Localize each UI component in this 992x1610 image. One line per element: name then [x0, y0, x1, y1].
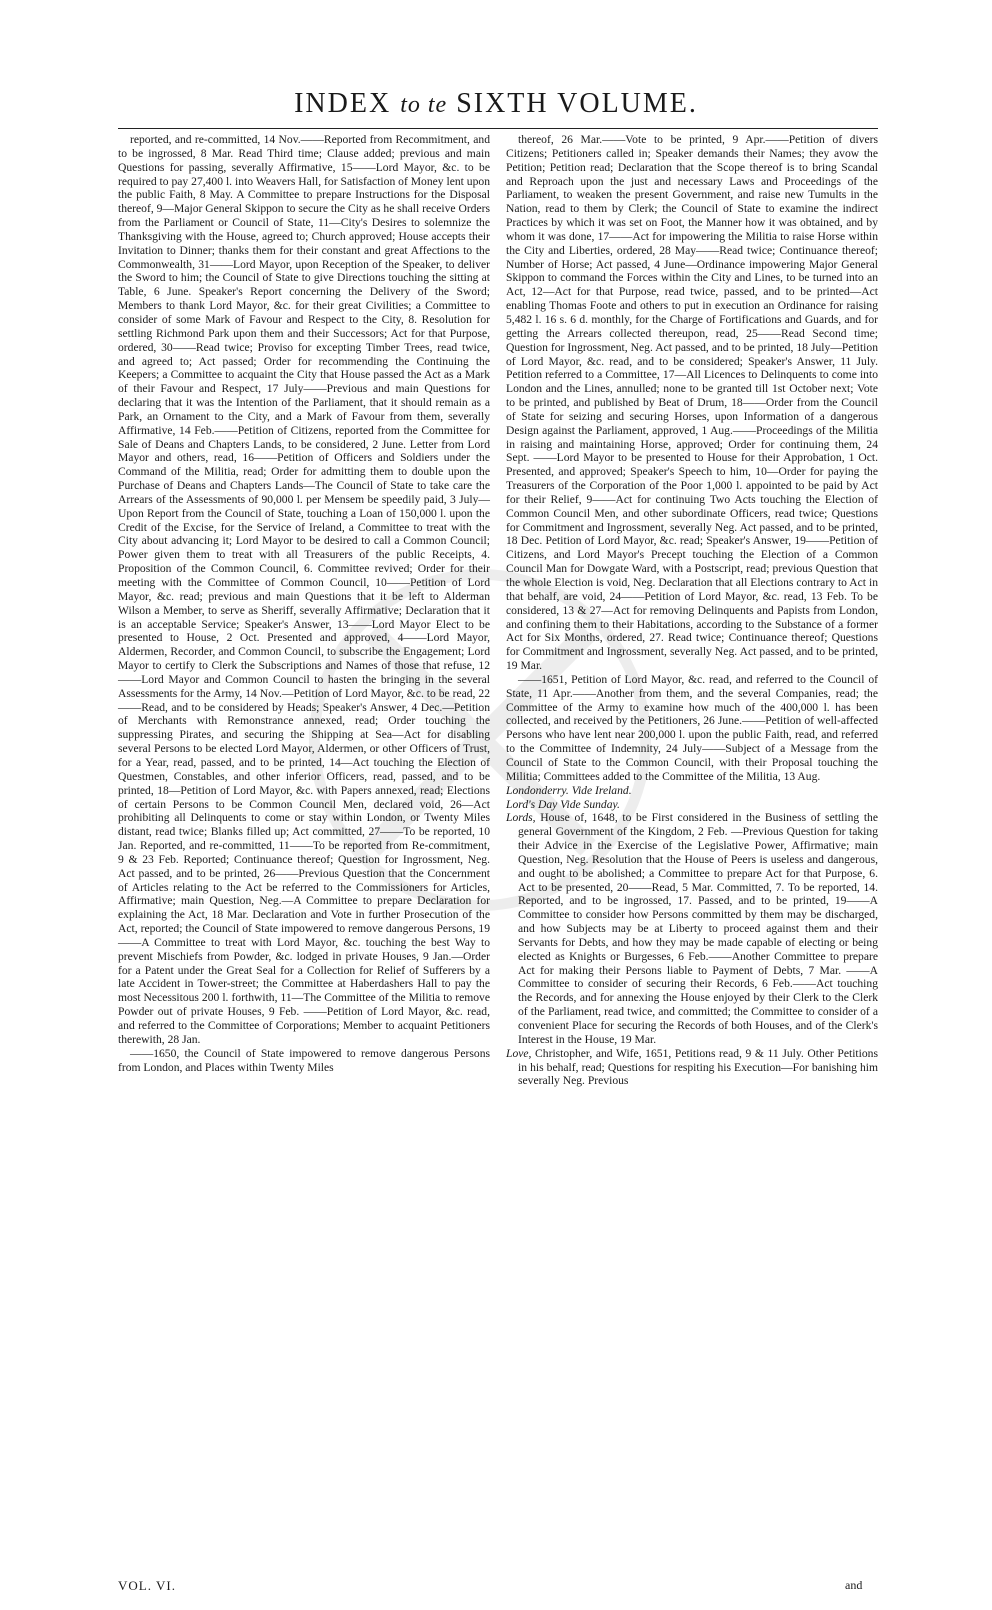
left-column: [118, 133, 490, 1074]
index-entry-london-1650: ——1650, the Council of State impowered to remove dangerous Persons from London, and Places within Twenty Miles: [118, 1046, 490, 1074]
entry-text: House of, 1648, to be First considered in the Business of settling the general Government of the Kingdom, 2 Feb. —Previous Question for taking their Advice in the Exercise of the Legislative Power, Affirmative; main Question, Neg. Resolution that the House of Peers is useless and dangerous, and ought to be abolished; a Committee to prepare Act for that Purpose, 6. Act to be presented, 20——Read, 5 Mar. Committed, 7. To be reported, 14. Reported, and to be ingrossed, 17. Passed, and to be printed, 19——A Committee to consider how Persons committed by them may be discharged, and how Subjects may be at Liberty to proceed against them and their Servants for Debts, and how they may be made capable of electing or being elected as Knights or Burgesses, 6 Feb.——Another Committee to prepare Act for making their Persons liable to Payment of Debts, 7 Mar. ——A Committee to consider of securing their Records, 6 Feb.——Act touching the Records, and for annexing the House enjoyed by their Clerk to the Clerk of the Parliament, read twice, and committed; the Committee to consider of a convenient Place for securing the Records of both Houses, and of the Clerk's Interest in the House, 19 Mar.: [518, 811, 879, 1046]
entry-head: Lords,: [506, 811, 536, 825]
cross-reference: Vide Sunday.: [560, 797, 620, 811]
index-entry-london-continued-right: thereof, 26 Mar.——Vote to be printed, 9 Apr.——Petition of divers Citizens; Petitioners called in; Speaker demands their Names; they avow the Petition; Petition read; Declaration that the Scope thereof is to bring Scandal and Reproach upon the just and necessary Laws and Proceedings of the Parliament, to weaken the present Government, and raise new Tumults in the Nation, read to them by Clerk; the Council of State to examine the indirect Practices by which it was set on Foot, the Manner how it was obtained, and by whom it was done, 17——Act for impowering the Militia to raise Horse within the City and Liberties, ordered, 28 May——Read twice; Continuance thereof; Number of Horse; Act passed, 4 June—Ordinance impowering Major General Skippon to command the Forces within the City and Lines, to be turned into an Act, 12—Act for that Purpose, read twice, passed, and to be printed—Act enabling Thomas Foote and others to put in execution an Ordinance for raising 5,482 l. 16 s. 6 d. monthly, for the Charge of Fortifications and Guards, and for getting the Arrears collected thereupon, read, 25——Read Second time; Question for Ingrossment, Neg. Act passed, and to be printed, 18 July—Petition of Lord Mayor, &c. read, and to be considered; Speaker's Answer, 11 July. Petition referred to a Committee, 17—All Licences to Delinquents to come into London and the Lines, annulled; none to be granted till 1st October next; Vote to be printed, and published by Beat of Drum, 18——Order from the Council of State for seizing and securing Horses, upon Information of a dangerous Design against the Parliament, approved, 1 Aug.——Proceedings of the Militia in raising and maintaining Horse, approved; Order for continuing them, 24 Sept. ——Lord Mayor to be presented to House for their Approbation, 1 Oct. Presented, and approved; Speaker's Speech to him, 10—Order for paying the Treasurers of the Corporation of the Poor 1,000 l. appointed to be paid by Act for their Relief, 9——Act for continuing Two Acts touching the Election of Common Council Men, and other subordinate Officers, read twice; Questions for Commitment and Ingrossment, severally Neg. Act passed, and to be printed, 18 Dec. Petition of Lord Mayor, &c. read; Speaker's Answer, 19——Petition of Citizens, and Lord Mayor's Precept touching the Election of a Common Council Man for Dowgate Ward, with a Postscript, read; previous Question that the whole Election is void, Neg. Declaration that all Elections contrary to Act in that behalf, are void, 24——Petition of Lord Mayor, &c. read, 13 Feb. To be considered, 13 & 27—Act for removing Delinquents and Papists from London, and confining them to their Habitations, according to the Substance of a former Act for Six Months, ordered, 27. Read twice; Continuance thereof; Questions for Commitment and Ingrossment, severally Neg. Act passed, and to be printed, 19 Mar.: [506, 133, 878, 673]
header-title-connector: to te: [400, 92, 448, 118]
index-entry-lords-day: [506, 798, 878, 812]
index-entry-love: [506, 1047, 878, 1089]
page-header: [0, 88, 992, 120]
index-entry-londonderry: [506, 784, 878, 798]
entry-head: Lord's Day: [506, 797, 558, 811]
entry-head: Love,: [506, 1046, 532, 1060]
header-title-volume: SIXTH VOLUME.: [456, 88, 698, 119]
entry-text: Christopher, and Wife, 1651, Petitions read, 9 & 11 July. Other Petitions in his behalf, read; Questions for respiting his Execution—For banishing him severally Neg. Previous: [518, 1046, 878, 1088]
volume-signature: VOL. VI.: [118, 1578, 176, 1593]
right-column: [506, 133, 878, 1088]
index-entry-london-1651: ——1651, Petition of Lord Mayor, &c. read, and referred to the Council of State, 11 Apr.——Another from them, and the several Companies, read; the Committee of the Army to examine how much of the 400,000 l. has been collected, and received by the Petitioners, 26 June.——Petition of well-affected Persons who have lent near 200,000 l. upon the public Faith, read, and referred to the Committee of Indemnity, 24 July——Subject of a Message from the Council of State to the Common Council, with their Proposal touching the Militia; Committees added to the Committee of the Militia, 13 Aug.: [506, 672, 878, 783]
entry-head: Londonderry.: [506, 783, 569, 797]
header-rule: [118, 128, 878, 129]
cross-reference: Vide Ireland.: [571, 783, 632, 797]
index-entry-lords: [506, 811, 878, 1046]
header-title-main: INDEX: [294, 88, 392, 119]
index-entry-london-continued: reported, and re-committed, 14 Nov.——Reported from Recommitment, and to be ingrossed, 8 Mar. Read Third time; Clause added; previous and main Questions for passing, severally Affirmative, 15——Lord Mayor, &c. to be required to pay 27,400 l. into Weavers Hall, for Satisfaction of Money lent upon the public Faith, 8 May. A Committee to prepare Instructions for the Disposal thereof, 9—Major General Skippon to secure the City as he shall receive Orders from the Parliament or Council of State, 11—City's Desires to solemnize the Thanksgiving with the House, agreed to; Church approved; House accepts their Invitation to Dinner; thanks them for their constant and great Affections to the Commonwealth, 31——Lord Mayor, upon Reception of the Speaker, to deliver the Sword to him; the Council of State to give Directions touching the sitting at Table, 6 June. Speaker's Report concerning the Delivery of the Sword; Members to thank Lord Mayor, &c. for their great Civilities; a Committee to consider of some Mark of Favour and Respect to the City, 8. Resolution for settling Richmond Park upon them and their Successors; Act for that Purpose, ordered, 30——Read twice; Proviso for excepting Timber Trees, read twice, and agreed to; Act passed; Order for recommending the Continuing the Keepers; a Committee to acquaint the City that House passed the Act as a Mark of their Favour and Respect, 17 July——Previous and main Questions for declaring that it was the Intention of the Parliament, that it should remain as a Park, an Ornament to the City, and a Mark of Favour from them, severally Affirmative, 14 Feb.——Petition of Citizens, reported from the Committee for Sale of Deans and Chapters Lands, to be considered, 2 June. Letter from Lord Mayor and others, read, 16——Petition of Officers and Soldiers under the Command of the Militia, read; Order for admitting them to double upon the Purchase of Deans and Chapters Lands—The Council of State to take care the Arrears of the Assessments of 90,000 l. per Mensem be speedily paid, 3 July—Upon Report from the Council of State, touching a Loan of 150,000 l. upon the Credit of the Excise, for the Service of Ireland, a Committee to treat with the City about advancing it; Lord Mayor to be desired to call a Common Council; Power given them to treat with all Treasurers of the public Receipts, 4. Proposition of the Common Council, 6. Committee revived; Order for their meeting with the Committee of Common Council, 10——Petition of Lord Mayor, &c. read; previous and main Questions that it be left to Alderman Wilson a Member, to serve as Sheriff, severally Affirmative; Declaration that it is an acceptable Service; Speaker's Answer, 13——Lord Mayor Elect to be presented to House, 2 Oct. Presented and approved, 4——Lord Mayor, Aldermen, Recorder, and Common Council, to subscribe the Engagement; Lord Mayor to certify to Clerk the Subscriptions and Names of those that refuse, 12——Lord Mayor and Common Council to hasten the bringing in the several Assessments for the Army, 14 Nov.—Petition of Lord Mayor, &c. to be read, 22——Read, and to be considered by Heads; Speaker's Answer, 4 Dec.—Petition of Merchants with Remonstrance annexed, read; Order touching the suppressing Pirates, and securing the Shipping at Sea—Act for disabling several Persons to be elected Lord Mayor, Aldermen, or other Officers of Trust, for a Year, read, passed, and to be printed, 14—Act touching the Election of Questmen, Constables, and other inferior Officers, read, passed, and to be printed, 18—Petition of Lord Mayor, &c. with Papers annexed, read; Elections of certain Persons to be Common Council Men, declared void, 26—Act prohibiting all Delinquents to come or stay within London, or Twenty Miles distant, read twice; Blanks filled up; Act committed, 27——To be reported, 10 Jan. Reported, and re-committed, 11——To be reported from Re-commitment, 9 & 23 Feb. Reported; Continuance thereof; Question for Ingrossment, Neg. Act passed, and to be printed, 26——Previous Question that the Concernment of Articles relating to the Act be referred to the Commissioners for Articles, Affirmative; main Question, Neg.—A Committee to prepare Declaration for explaining the Act, 18 Mar. Declaration and Vote in further Prosecution of the Act, reported; the Council of State impowered to remove dangerous Persons, 19——A Committee to treat with Lord Mayor, &c. touching the best Way to prevent Mischiefs from Powder, &c. lodged in private Houses, 9 Jan.—Order for a Patent under the Great Seal for a Collection for Relief of Sufferers by a late Accident in Tower-street; the Committee at Haberdashers Hall to pay the most Necessitous 200 l. forthwith, 11—The Committee of the Militia to remove Powder out of private Houses, 9 Feb. ——Petition of Lord Mayor, &c. read, and referred to the Committee of Corporations; Member to acquaint Petitioners therewith, 28 Jan.: [118, 133, 490, 1046]
catchword: and: [845, 1578, 863, 1592]
